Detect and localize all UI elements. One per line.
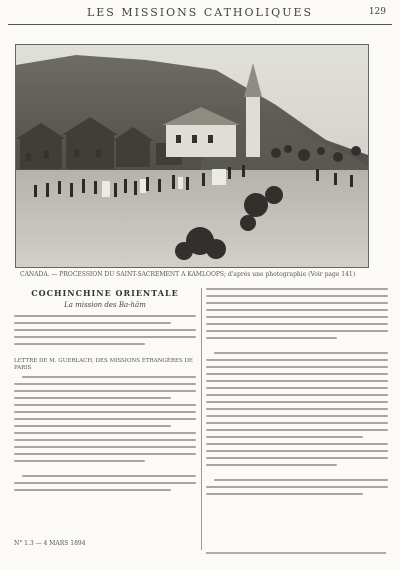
text-line (14, 315, 196, 317)
text-line (14, 453, 196, 455)
text-line (206, 323, 388, 325)
document-page (8, 4, 392, 564)
text-line (14, 489, 171, 491)
issue-footer: N° 1.3 — 4 MARS 1894 (14, 540, 86, 547)
page-number: 129 (368, 7, 386, 17)
author-line: LETTRE DE M. GUERLACH, DES MISSIONS ÉTRANGÈRES DE PARIS (14, 358, 193, 371)
text-line (214, 352, 388, 354)
text-line (14, 329, 196, 331)
left-column (14, 288, 196, 496)
text-line (14, 404, 196, 406)
section-title: COCHINCHINE ORIENTALE (31, 288, 179, 298)
text-line (206, 373, 388, 375)
running-header (8, 4, 392, 25)
text-line (14, 418, 196, 420)
text-line (22, 376, 196, 378)
text-line (14, 460, 145, 462)
text-line (206, 330, 388, 332)
text-line (206, 295, 388, 297)
text-line (14, 432, 196, 434)
text-line (206, 552, 386, 554)
right-column (206, 288, 388, 500)
text-line (14, 482, 196, 484)
text-line (206, 450, 388, 452)
text-line (206, 387, 388, 389)
text-line (206, 394, 388, 396)
text-line (14, 411, 196, 413)
procession-photograph (15, 44, 369, 268)
text-line (206, 486, 388, 488)
text-line (14, 397, 171, 399)
section-subtitle: La mission des Ba-hâm (64, 301, 146, 309)
text-line (206, 359, 388, 361)
text-line (14, 446, 196, 448)
text-line (14, 425, 171, 427)
text-line (206, 288, 388, 290)
text-line (206, 457, 388, 459)
text-line (206, 401, 388, 403)
text-line (206, 443, 388, 445)
photo-illustration (16, 45, 368, 267)
text-line (206, 422, 388, 424)
text-line (206, 302, 388, 304)
text-line (14, 383, 196, 385)
text-line (206, 309, 388, 311)
text-line (206, 493, 363, 495)
text-line (206, 436, 363, 438)
text-line (14, 343, 145, 345)
text-line (206, 464, 337, 466)
text-line (206, 415, 388, 417)
text-line (14, 390, 196, 392)
text-line (206, 337, 337, 339)
text-line (14, 439, 196, 441)
text-line (206, 408, 388, 410)
photo-caption: CANADA. — PROCESSION DU SAINT-SACREMENT A KAMLOOPS; d'après une photographie (Voir page 141) (20, 271, 356, 278)
text-line (14, 322, 171, 324)
column-rule (201, 288, 202, 550)
text-line (14, 336, 196, 338)
running-title: LES MISSIONS CATHOLIQUES (86, 6, 314, 19)
text-line (214, 479, 388, 481)
text-line (206, 316, 388, 318)
text-line (206, 429, 388, 431)
text-line (206, 366, 388, 368)
text-line (206, 380, 388, 382)
text-line (22, 475, 196, 477)
